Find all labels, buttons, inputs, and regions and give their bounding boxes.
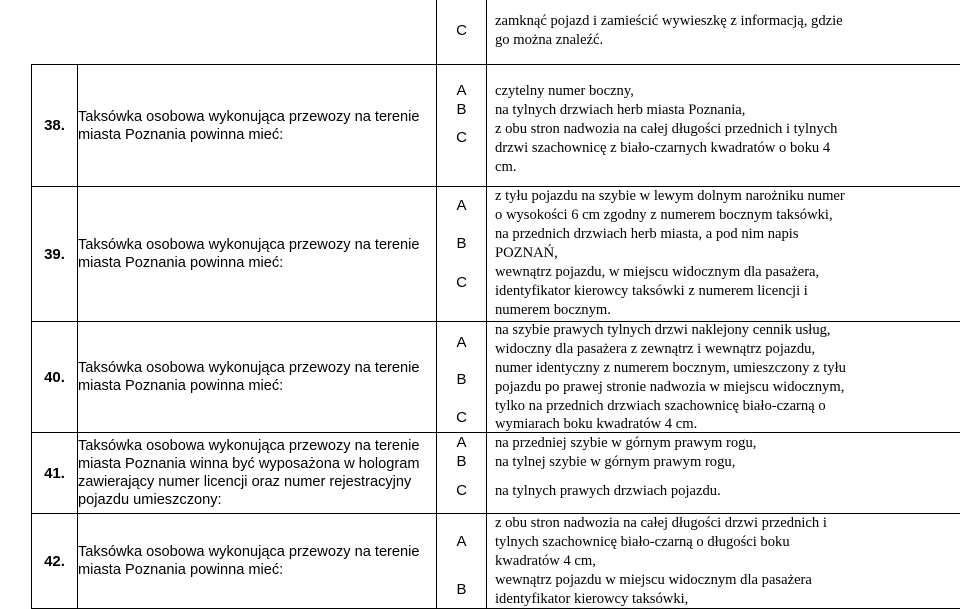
answer-line: widoczny dla pasażera z zewnątrz i wewnątrz pojazdu,: [487, 340, 960, 359]
answer-letter: C: [437, 22, 486, 40]
answer-letter-c: C: [437, 482, 486, 500]
answer-line: z obu stron nadwozia na całej długości przednich i tylnych: [487, 120, 960, 139]
question-number: 40.: [32, 322, 78, 433]
answer-line: identyfikator kierowcy taksówki,: [487, 590, 960, 609]
question-line: Taksówka osobowa wykonująca przewozy na terenie: [78, 108, 436, 126]
answer-letter-b: B: [437, 235, 486, 253]
answer-options: [487, 0, 960, 65]
answer-line: go można znaleźć.: [487, 31, 960, 50]
answer-line: numerem bocznym.: [487, 301, 960, 320]
answer-letter-c: C: [437, 129, 486, 147]
answer-line: z tyłu pojazdu na szybie w lewym dolnym narożniku numer: [487, 187, 960, 206]
answer-line: kwadratów 4 cm,: [487, 552, 960, 571]
question-text: [78, 514, 437, 609]
answer-letters: [437, 433, 487, 514]
answer-line: identyfikator kierowcy taksówki z numerem licencji i: [487, 282, 960, 301]
answer-line: wymiarach boku kwadratów 4 cm.: [487, 415, 960, 434]
question-row-42: [32, 514, 960, 609]
answer-line: tylnych szachownicę biało-czarną o długości boku: [487, 533, 960, 552]
question-row-41: [32, 433, 960, 514]
answer-letter-a: A: [437, 434, 486, 452]
answer-line: numer identyczny z numerem bocznym, umieszczony z tyłu: [487, 359, 960, 378]
answer-options: [487, 65, 960, 187]
answer-line: cm.: [487, 158, 960, 177]
answer-line: na tylnych prawych drzwiach pojazdu.: [487, 482, 960, 501]
question-line: miasta Poznania powinna mieć:: [78, 126, 436, 144]
question-line: miasta Poznania powinna mieć:: [78, 254, 436, 272]
answer-options: [487, 433, 960, 514]
continuation-row: [32, 0, 960, 65]
questions-table: [31, 0, 960, 609]
question-number: 38.: [32, 65, 78, 187]
answer-line: na przednich drzwiach herb miasta, a pod nim napis: [487, 225, 960, 244]
question-text: [78, 65, 437, 187]
answer-letters: [437, 187, 487, 322]
answer-line: czytelny numer boczny,: [487, 82, 960, 101]
answer-letters: [437, 514, 487, 609]
question-text: [78, 322, 437, 433]
answer-options: [487, 514, 960, 609]
question-row-38: [32, 65, 960, 187]
answer-letter-b: B: [437, 101, 486, 119]
question-line: miasta Poznania powinna mieć:: [78, 377, 436, 395]
answer-letter-c: C: [437, 274, 486, 292]
question-line: Taksówka osobowa wykonująca przewozy na terenie: [78, 437, 436, 455]
answer-letter-a: A: [437, 334, 486, 352]
answer-line: tylko na przednich drzwiach szachownicę biało-czarną o: [487, 397, 960, 416]
question-number: 39.: [32, 187, 78, 322]
question-row-39: [32, 187, 960, 322]
question-line: miasta Poznania winna być wyposażona w hologram: [78, 455, 436, 473]
question-number: 42.: [32, 514, 78, 609]
answer-letter-a: A: [437, 197, 486, 215]
empty-cell: [32, 0, 437, 65]
answer-letter-b: B: [437, 581, 486, 599]
question-line: miasta Poznania powinna mieć:: [78, 561, 436, 579]
answer-line: na przedniej szybie w górnym prawym rogu,: [487, 434, 960, 453]
question-line: pojazdu umieszczony:: [78, 491, 436, 509]
answer-line: na tylnych drzwiach herb miasta Poznania,: [487, 101, 960, 120]
answer-line: zamknąć pojazd i zamieścić wywieszkę z informacją, gdzie: [487, 12, 960, 31]
question-row-40: [32, 322, 960, 433]
answer-letters: [437, 322, 487, 433]
question-line: zawierający numer licencji oraz numer rejestracyjny: [78, 473, 436, 491]
answer-letter-a: A: [437, 533, 486, 551]
question-line: Taksówka osobowa wykonująca przewozy na terenie: [78, 543, 436, 561]
answer-options: [487, 187, 960, 322]
answer-line: POZNAŃ,: [487, 244, 960, 263]
answer-letter-b: B: [437, 453, 486, 471]
answer-line: z obu stron nadwozia na całej długości drzwi przednich i: [487, 514, 960, 533]
answer-letters: [437, 65, 487, 187]
answer-line: wewnątrz pojazdu, w miejscu widocznym dla pasażera,: [487, 263, 960, 282]
answer-line: na tylnej szybie w górnym prawym rogu,: [487, 453, 960, 472]
answer-line: na szybie prawych tylnych drzwi naklejony cennik usług,: [487, 321, 960, 340]
question-line: Taksówka osobowa wykonująca przewozy na terenie: [78, 359, 436, 377]
question-text: [78, 187, 437, 322]
answer-letter-b: B: [437, 371, 486, 389]
answer-letter-c: C: [437, 409, 486, 427]
answer-letters: [437, 0, 487, 65]
answer-line: o wysokości 6 cm zgodny z numerem bocznym taksówki,: [487, 206, 960, 225]
question-line: Taksówka osobowa wykonująca przewozy na terenie: [78, 236, 436, 254]
answer-letter-a: A: [437, 82, 486, 100]
answer-options: [487, 322, 960, 433]
answer-line: pojazdu po prawej stronie nadwozia w miejscu widocznym,: [487, 378, 960, 397]
question-number: 41.: [32, 433, 78, 514]
question-text: [78, 433, 437, 514]
answer-line: drzwi szachownicę z biało-czarnych kwadratów o boku 4: [487, 139, 960, 158]
answer-line: wewnątrz pojazdu w miejscu widocznym dla pasażera: [487, 571, 960, 590]
